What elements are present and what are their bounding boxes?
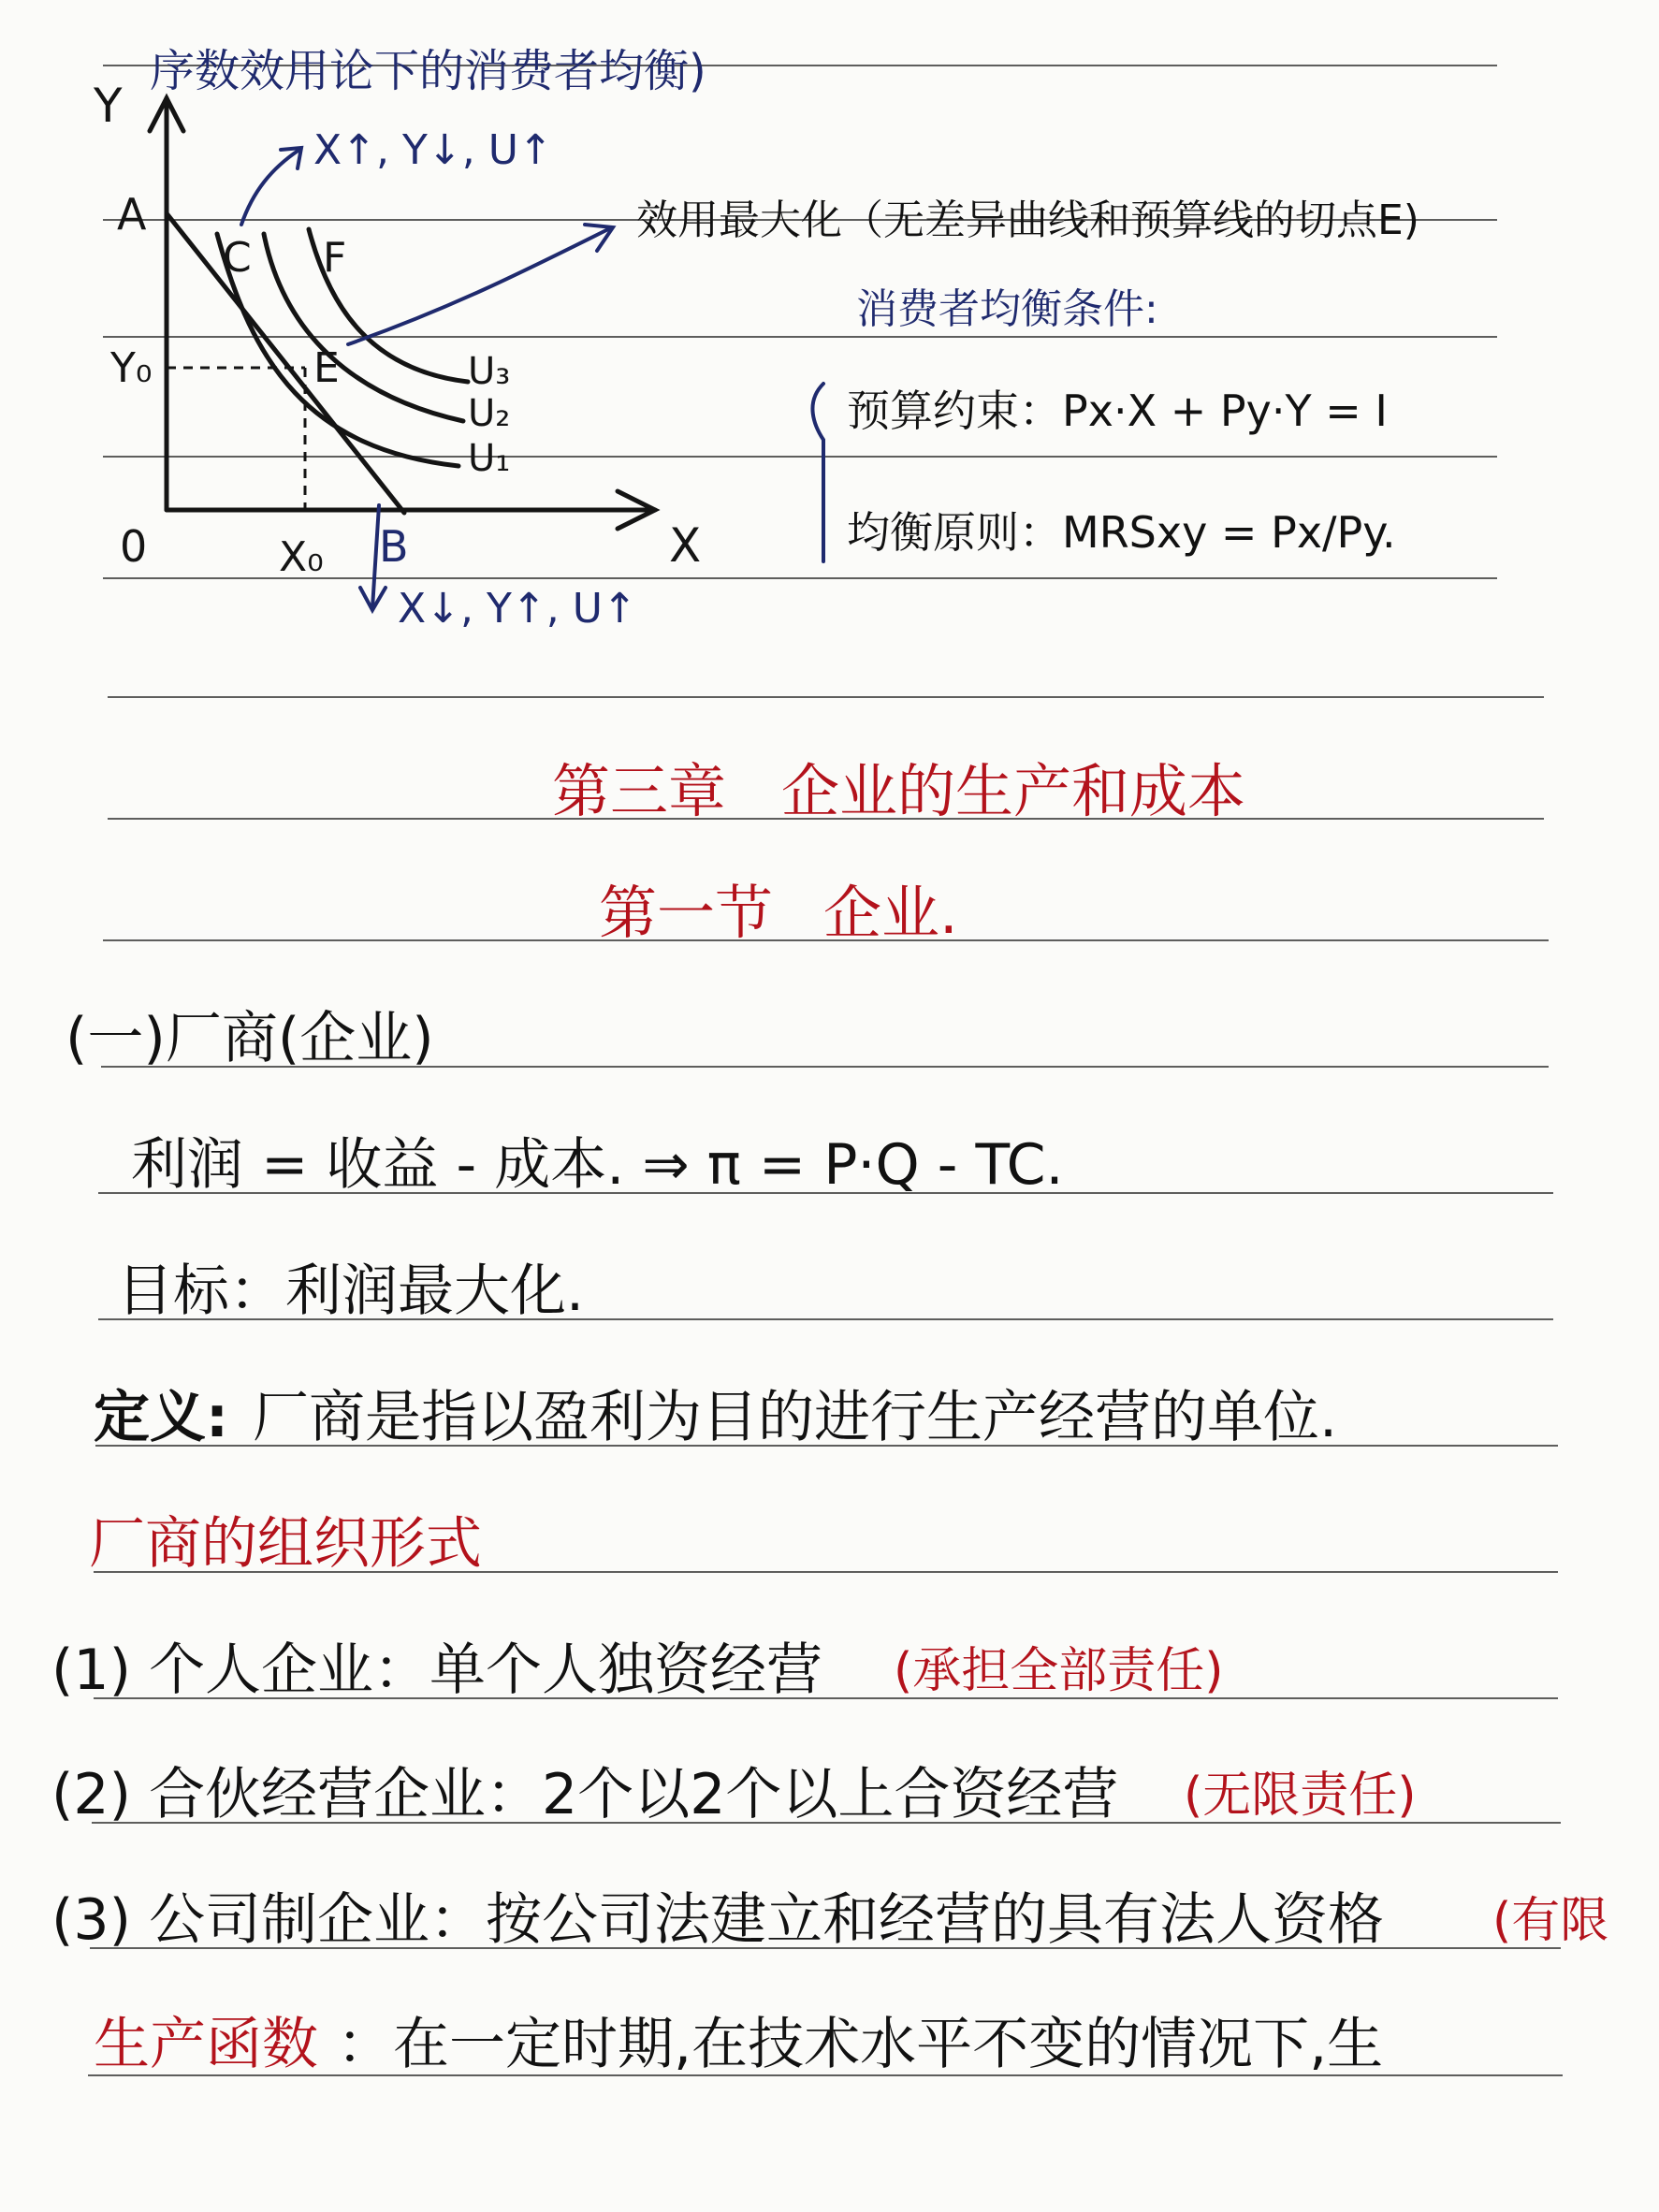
chapter-title: 企业的生产和成本	[781, 757, 1246, 825]
eq-conditions-title: 消费者均衡条件:	[856, 285, 1158, 333]
y-axis-label: Y	[94, 79, 123, 133]
production-function-text: ：在一定时期,在技术水平不变的情况下,生	[337, 2012, 1384, 2077]
diagram-title: 序数效用论下的消费者均衡)	[150, 45, 706, 97]
org-forms-title: 厂商的组织形式	[89, 1511, 482, 1577]
chapter-number: 第三章	[552, 757, 727, 825]
u2-label: U₂	[468, 392, 511, 435]
heading-firm: (一)厂商(企业)	[65, 1006, 434, 1071]
item-partnership: (2) 合伙经营企业：2个以2个以上合资经营	[51, 1762, 1119, 1827]
budget-line	[167, 213, 404, 513]
u1-label: U₁	[468, 437, 511, 480]
section-number: 第一节	[599, 879, 774, 947]
definition-text: 厂商是指以盈利为目的进行生产经营的单位.	[253, 1385, 1338, 1450]
point-e-label: E	[313, 344, 340, 392]
point-c-label: C	[223, 234, 252, 282]
section-title: 企业.	[823, 879, 958, 947]
conditions-bracket	[812, 384, 823, 561]
arrow-down	[372, 505, 379, 608]
production-function-label: 生产函数	[94, 2012, 318, 2077]
origin-label: 0	[120, 521, 148, 572]
x0-label: X₀	[279, 533, 324, 581]
item-sole-proprietorship: (1) 个人企业：单个人独资经营	[51, 1637, 823, 1703]
note-down: X↓, Y↑, U↑	[398, 585, 637, 633]
goal-line: 目标：利润最大化.	[117, 1259, 585, 1324]
max-note: 效用最大化（无差异曲线和预算线的切点E)	[636, 196, 1419, 244]
item-partnership-note: (无限责任)	[1184, 1768, 1417, 1824]
equilibrium-principle: 均衡原则：MRSxy = Px/Py.	[847, 507, 1396, 558]
item-corporation: (3) 公司制企业：按公司法建立和经营的具有法人资格	[51, 1887, 1385, 1953]
arrow-to-max	[348, 229, 608, 344]
y0-label: Y₀	[110, 344, 153, 392]
item-corporation-note: (有限	[1492, 1893, 1609, 1949]
budget-constraint: 预算约束：Px·X + Py·Y = I	[847, 386, 1388, 436]
point-f-label: F	[323, 234, 347, 282]
profit-formula: 利润 = 收益 - 成本. ⇒ π = P·Q - TC.	[131, 1132, 1064, 1198]
u3-label: U₃	[468, 350, 511, 393]
note-up: X↑, Y↓, U↑	[313, 126, 553, 174]
arrow-up	[241, 150, 299, 225]
point-a-label: A	[117, 189, 147, 240]
point-b-label: B	[379, 521, 409, 572]
x-axis-label: X	[669, 518, 702, 573]
definition-label: 定义:	[94, 1385, 228, 1450]
item-sole-proprietorship-note: (承担全部责任)	[894, 1643, 1224, 1699]
